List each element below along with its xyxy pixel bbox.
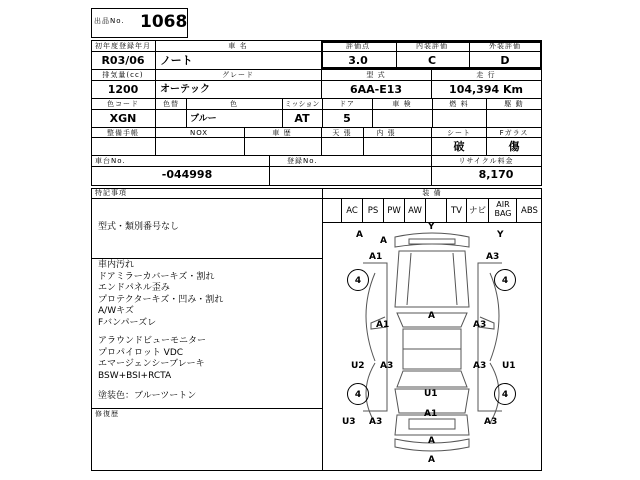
car-diagram [323, 223, 542, 471]
note-line: 車内汚れ [98, 260, 135, 270]
displacement-value: 1200 [107, 83, 139, 96]
reg-no-label: 登録No. [287, 157, 318, 165]
nox-label: NOX [189, 129, 209, 137]
equip-abs: ABS [521, 206, 538, 216]
score-value: 3.0 [348, 54, 368, 67]
mark-right-rear-door: U1 [502, 361, 516, 371]
tire-front-right: 4 [494, 269, 516, 291]
notes-block-1 [98, 222, 179, 234]
type-label: 型 式 [366, 71, 386, 79]
mileage-label: 走 行 [476, 71, 496, 79]
transmission-label: ミッション [284, 100, 320, 108]
grade-label: グレード [222, 71, 254, 79]
mark-left-rear: A3 [369, 417, 383, 427]
note-line: プロパイロット VDC [98, 347, 184, 358]
mark-rear-panel: A [428, 436, 435, 446]
model-value: ノート [160, 54, 193, 67]
mark-right-front-door: A3 [473, 320, 487, 330]
doors-value: 5 [343, 112, 351, 125]
grade-value: オーテック [160, 84, 210, 95]
note-line: BSW+BSI+RCTA [98, 370, 172, 381]
interior-score-value: C [427, 54, 437, 67]
notes-title: 特記事項 [95, 189, 127, 197]
inspection-label: 車 検 [392, 100, 412, 108]
note-line: エンドパネル歪み [98, 283, 170, 293]
mark-left-front-door: A1 [376, 320, 390, 330]
notes-block-2 [98, 260, 223, 329]
manual-label: 整備手帳 [107, 129, 139, 137]
equip-navi: ナビ [468, 206, 486, 216]
color-change-label: 色替 [163, 100, 179, 108]
mark-front-left: A [356, 230, 363, 240]
score-label: 評価点 [346, 42, 370, 50]
repair-title: 修復歴 [95, 410, 119, 418]
mark-left-quarter: A3 [380, 361, 394, 371]
note-line: プロテクターキズ・凹み・割れ [98, 294, 224, 305]
mark-right-quarter: A3 [473, 361, 487, 371]
chassis-label: 車台No. [95, 157, 126, 165]
equip-ps: PS [367, 206, 379, 216]
note-line: アラウンドビューモニター [98, 336, 207, 346]
exterior-score-label: 外装評価 [489, 42, 521, 50]
mark-front-right: A [380, 236, 387, 246]
note-line: 塗装色：ブルーツートン [98, 391, 197, 401]
fuel-label: 燃 料 [449, 100, 469, 108]
tire-rear-right: 4 [494, 383, 516, 405]
mark-roof: A [428, 311, 435, 321]
type-value: 6AA-E13 [349, 83, 403, 96]
model-label: 車 名 [228, 42, 248, 50]
tire-rear-left: 4 [347, 383, 369, 405]
interior-score-label: 内装評価 [416, 42, 448, 50]
color-label: 色 [230, 100, 238, 108]
displacement-label: 排気量(cc) [102, 71, 144, 79]
doors-label: ドア [339, 100, 355, 108]
equipment-title: 装 備 [422, 189, 442, 197]
notes-block-3 [98, 336, 206, 382]
glass-value: 傷 [508, 140, 520, 153]
note-line: ドアミラーカバーキズ・割れ [98, 271, 215, 282]
mark-left-rear-door: U2 [351, 361, 365, 371]
recycle-label: リサイクル料金 [458, 157, 514, 165]
note-line: 型式・類別番号なし [98, 222, 180, 232]
recycle-value: 8,170 [478, 168, 514, 181]
mileage-value: 104,394 Km [449, 83, 523, 96]
note-line: Fバンパーズレ [98, 317, 157, 328]
equip-aw: AW [408, 206, 422, 216]
lot-number: 1068 [140, 12, 188, 32]
note-line: A/Wキズ [98, 306, 134, 316]
seat-label: シート [447, 129, 471, 137]
mark-tailgate: A1 [424, 409, 438, 419]
transmission-value: AT [294, 112, 310, 125]
color-value: ブルー [190, 114, 217, 124]
mark-left-rear-corner: U3 [342, 417, 356, 427]
mark-front-right-top: Y [497, 230, 504, 240]
mark-rear-glass: U1 [424, 389, 438, 399]
exterior-score-value: D [500, 54, 510, 67]
glass-label: Fガラス [499, 129, 529, 137]
roof-lining-label: 天 張 [332, 129, 352, 137]
first-reg-value: R03/06 [101, 54, 145, 67]
notes-block-4 [98, 391, 196, 403]
mark-right-mirror: A3 [486, 252, 500, 262]
inner-lining-label: 内 張 [376, 129, 396, 137]
mark-right-rear: A3 [484, 417, 498, 427]
equip-tv: TV [450, 206, 462, 216]
mark-left-mirror: A1 [369, 252, 383, 262]
equip-pw: PW [387, 206, 401, 216]
history-label: 車 歴 [272, 129, 292, 137]
mark-front-bumper: Y [428, 222, 435, 232]
equip-ac: AC [346, 206, 358, 216]
color-code-label: 色コード [107, 100, 139, 108]
equip-airbag: AIR BAG [494, 200, 512, 218]
tire-front-left: 4 [347, 269, 369, 291]
seat-value: 破 [453, 140, 465, 153]
color-code-value: XGN [109, 112, 137, 125]
lot-label: 出品No. [94, 17, 125, 25]
chassis-value: -044998 [161, 168, 213, 181]
note-line: エマージェンシーブレーキ [98, 359, 205, 369]
mark-rear-bumper: A [428, 455, 435, 465]
first-reg-label: 初年度登録年月 [95, 42, 151, 50]
drive-label: 駆 動 [504, 100, 524, 108]
